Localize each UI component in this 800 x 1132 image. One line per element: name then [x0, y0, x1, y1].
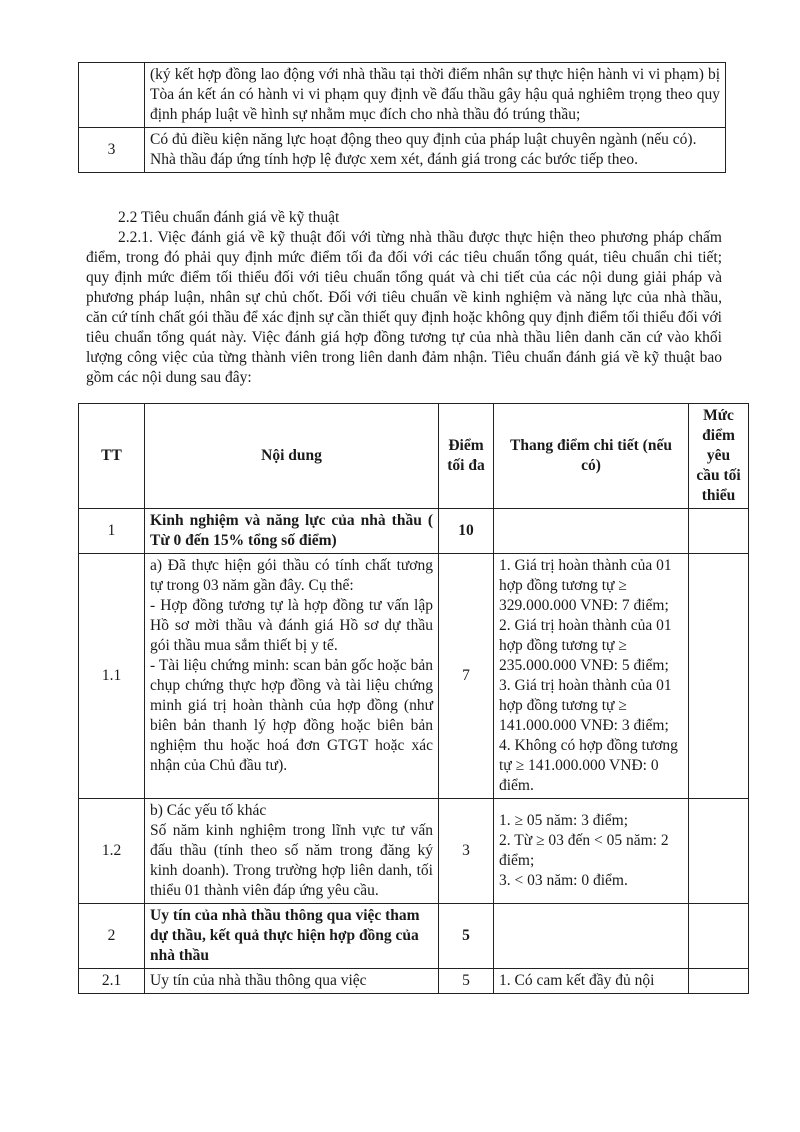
row-content: [145, 554, 439, 799]
row-detail: [494, 554, 689, 799]
header-content: Nội dung: [145, 404, 439, 509]
detail-line: 1. Giá trị hoàn thành của 01 hợp đồng tương tự ≥ 329.000.000 VNĐ: 7 điểm;: [499, 557, 672, 614]
header-tt: TT: [79, 404, 145, 509]
row-text: Có đủ điều kiện năng lực hoạt động theo quy định của pháp luật chuyên ngành (nếu có).: [150, 131, 697, 148]
table-row: [79, 799, 749, 904]
detail-line: 2. Giá trị hoàn thành của 01 hợp đồng tương tự ≥ 235.000.000 VNĐ: 5 điểm;: [499, 617, 672, 674]
row-tt: 2: [79, 904, 145, 969]
row-note: Nhà thầu đáp ứng tính hợp lệ được xem xét, đánh giá trong các bước tiếp theo.: [150, 151, 638, 168]
content-line: b) Các yếu tố khác: [150, 802, 267, 819]
table-row: [79, 128, 726, 173]
row-content: [145, 799, 439, 904]
row-number-cell: [79, 63, 145, 128]
table-row: [79, 554, 749, 799]
row-text-cell: (ký kết hợp đồng lao động với nhà thầu tại thời điểm nhân sự thực hiện hành vi vi phạm) bị Tòa án kết án có hành vi vi phạm quy định về đấu thầu gây hậu quả nghiêm trọng theo quy định pháp luật về hình sự nhằm mục đích cho nhà thầu đó trúng thầu;: [145, 63, 726, 128]
row-text-cell: [145, 128, 726, 173]
detail-line: 4. Không có hợp đồng tương tự ≥ 141.000.000 VNĐ: 0 điểm.: [499, 737, 678, 794]
header-max-score: Điểm tối đa: [439, 404, 494, 509]
row-min: [689, 509, 749, 554]
header-detail-scale: Thang điểm chi tiết (nếu có): [494, 404, 689, 509]
detail-line: 1. ≥ 05 năm: 3 điểm;: [499, 812, 629, 829]
table-row: [79, 509, 749, 554]
section-heading: 2.2 Tiêu chuẩn đánh giá về kỹ thuật: [118, 209, 340, 226]
content-line: Số năm kinh nghiệm trong lĩnh vực tư vấn đấu thầu (tính theo số năm trong đăng ký kinh doanh). Trong trường hợp liên danh, tối thiểu 01 thành viên đáp ứng yêu cầu.: [150, 822, 433, 899]
eligibility-table: [78, 62, 726, 173]
row-detail: [494, 509, 689, 554]
table-header-row: [79, 404, 749, 509]
row-detail: [494, 904, 689, 969]
row-content: Uy tín của nhà thầu thông qua việc tham dự thầu, kết quả thực hiện hợp đồng của nhà thầu: [145, 904, 439, 969]
row-content: Uy tín của nhà thầu thông qua việc: [145, 969, 439, 994]
row-tt: 1.2: [79, 799, 145, 904]
row-tt: 1.1: [79, 554, 145, 799]
row-max: 7: [439, 554, 494, 799]
row-detail: 1. Có cam kết đầy đủ nội: [494, 969, 689, 994]
row-min: [689, 554, 749, 799]
row-min: [689, 969, 749, 994]
table-row: [79, 63, 726, 128]
table-row: [79, 969, 749, 994]
table-row: [79, 904, 749, 969]
row-tt: 1: [79, 509, 145, 554]
row-content: Kinh nghiệm và năng lực của nhà thầu ( Từ 0 đến 15% tổng số điểm): [145, 509, 439, 554]
row-max: 10: [439, 509, 494, 554]
detail-line: 2. Từ ≥ 03 đến < 05 năm: 2 điểm;: [499, 832, 669, 869]
content-line: - Tài liệu chứng minh: scan bản gốc hoặc bản chụp chứng thực hợp đồng và tài liệu chứng minh giá trị hoàn thành của hợp đồng (như biên bản thanh lý hợp đồng hoặc biên bản nghiệm thu hoặc hoá đơn GTGT hoặc xác nhận của Chủ đầu tư).: [150, 657, 433, 774]
row-min: [689, 799, 749, 904]
content-line: - Hợp đồng tương tự là hợp đồng tư vấn lập Hồ sơ mời thầu và đánh giá Hồ sơ dự thầu gói thầu mua sắm thiết bị y tế.: [150, 597, 433, 654]
content-line: a) Đã thực hiện gói thầu có tính chất tương tự trong 03 năm gần đây. Cụ thể:: [150, 557, 433, 594]
header-min-score: Mức điểm yêu cầu tối thiểu: [689, 404, 749, 509]
row-max: 3: [439, 799, 494, 904]
section-paragraph: 2.2.1. Việc đánh giá về kỹ thuật đối với từng nhà thầu được thực hiện theo phương pháp chấm điểm, trong đó phải quy định mức điểm tối đa đối với các tiêu chuẩn tổng quát, tiêu chuẩn chi tiết; quy định mức điểm tối thiểu đối với tiêu chuẩn tổng quát và chi tiết của các nội dung giải pháp và phương pháp luận, nhân sự chủ chốt. Đối với tiêu chuẩn về kinh nghiệm và năng lực của nhà thầu, căn cứ tính chất gói thầu để xác định sự cần thiết quy định hoặc không quy định điểm tối thiểu đối với tiêu chuẩn tổng quát này. Việc đánh giá hợp đồng tương tự của nhà thầu liên danh căn cứ vào khối lượng công việc của từng thành viên trong liên danh đảm nhận. Tiêu chuẩn đánh giá về kỹ thuật bao gồm các nội dung sau đây:: [86, 229, 722, 386]
row-detail: [494, 799, 689, 904]
row-number-cell: 3: [79, 128, 145, 173]
row-tt: 2.1: [79, 969, 145, 994]
row-max: 5: [439, 969, 494, 994]
detail-line: 3. < 03 năm: 0 điểm.: [499, 872, 628, 889]
row-max: 5: [439, 904, 494, 969]
technical-score-table: [78, 403, 749, 994]
detail-line: 3. Giá trị hoàn thành của 01 hợp đồng tương tự ≥ 141.000.000 VNĐ: 3 điểm;: [499, 677, 672, 734]
row-min: [689, 904, 749, 969]
